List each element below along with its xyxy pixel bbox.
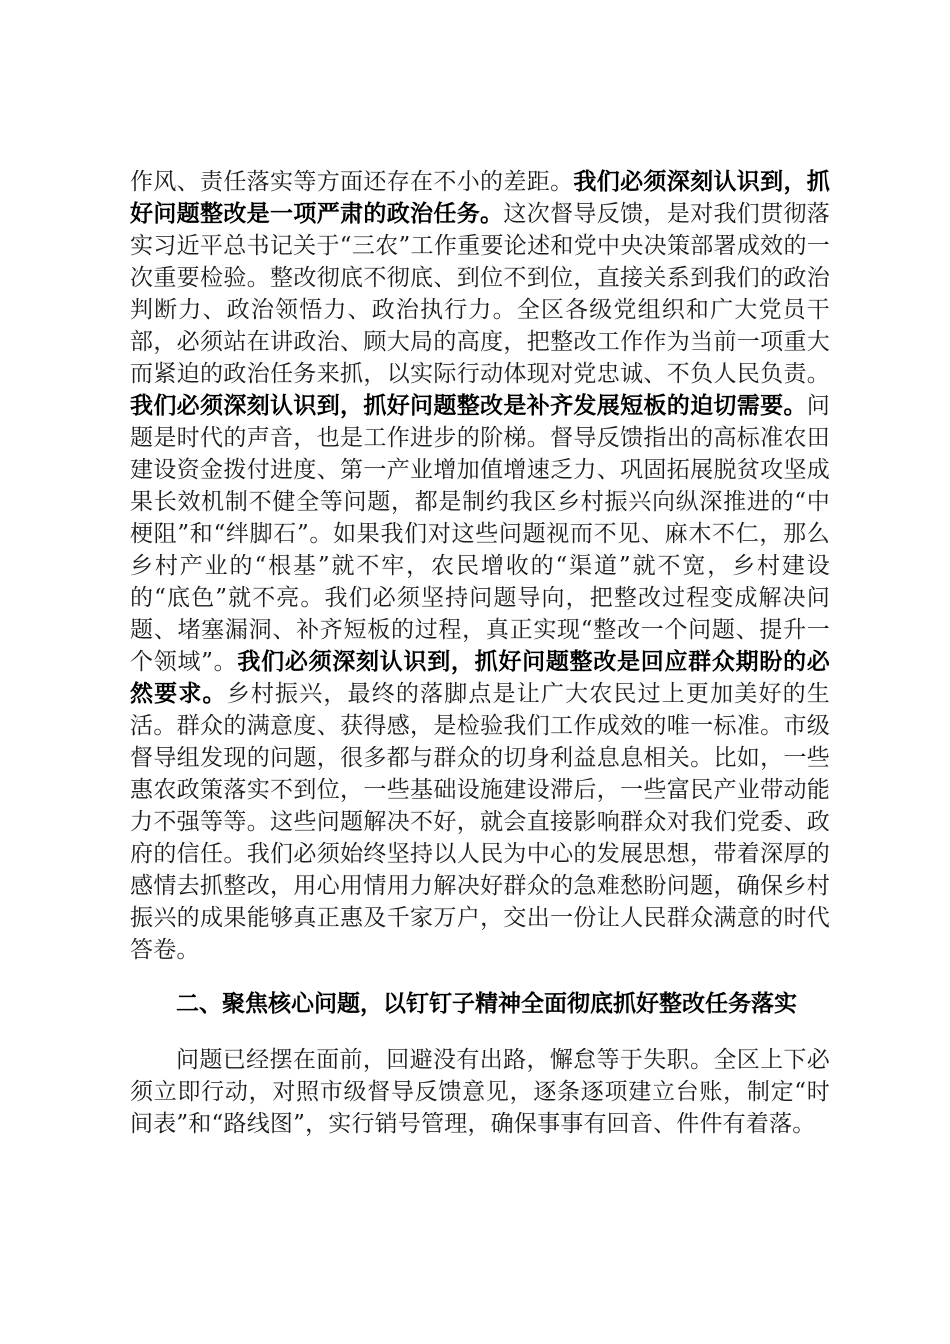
body-paragraph: 问题已经摆在面前，回避没有出路，懈怠等于失职。全区上下必须立即行动，对照市级督导反馈意见，逐条逐项建立台账，制定“时间表”和“路线图”，实行销号管理，确保事事有回音、件件有着落。 (130, 1047, 830, 1137)
paragraph-text: 乡村振兴，最终的落脚点是让广大农民过上更加美好的生活。群众的满意度、获得感，是检验我们工作成效的唯一标准。市级督导组发现的问题，很多都与群众的切身利益息息相关。比如，一些惠农政策落实不到位，一些基础设施建设滞后，一些富民产业带动能力不强等等。这些问题解决不好，就会直接影响群众对我们党委、政府的信任。我们必须始终坚持以人民为中心的发展思想，带着深厚的感情去抓整改，用心用情用力解决好群众的急难愁盼问题，确保乡村振兴的成果能够真正惠及千家万户，交出一份让人民群众满意的时代答卷。 (130, 681, 830, 963)
document-page (130, 166, 830, 1140)
bold-statement: 我们必须深刻认识到，抓好问题整改是补齐发展短板的迫切需要。 (130, 393, 807, 419)
bold-statement: 我们必须深刻认识到，抓好问题整改是一项严肃的政治任务。 (130, 169, 830, 227)
section-heading: 二、聚焦核心问题，以钉钉子精神全面彻底抓好整改任务落实 (176, 991, 797, 1017)
bold-statement: 我们必须深刻认识到，抓好问题整改是回应群众期盼的必然要求。 (130, 649, 830, 707)
paragraph-text: 问题是时代的声音，也是工作进步的阶梯。督导反馈指出的高标准农田建设资金拨付进度、第一产业增加值增速乏力、巩固拓展脱贫攻坚成果长效机制不健全等问题，都是制约我区乡村振兴向纵深推进的“中梗阻”和“绊脚石”。如果我们对这些问题视而不见、麻木不仁，那么乡村产业的“根基”就不牢，农民增收的“渠道”就不宽，乡村建设的“底色”就不亮。我们必须坚持问题导向，把整改过程变成解决问题、堵塞漏洞、补齐短板的过程，真正实现“整改一个问题、提升一个领域”。 (130, 393, 830, 675)
paragraph-text: 作风、责任落实等方面还存在不小的差距。 (130, 169, 574, 195)
paragraph-text: 这次督导反馈，是对我们贯彻落实习近平总书记关于“三农”工作重要论述和党中央决策部署成效的一次重要检验。整改彻底不彻底、到位不到位，直接关系到我们的政治判断力、政治领悟力、政治执行力。全区各级党组织和广大党员干部，必须站在讲政治、顾大局的高度，把整改工作作为当前一项重大而紧迫的政治任务来抓，以实际行动体现对党忠诚、不负人民负责。 (130, 201, 830, 387)
body-paragraph (130, 166, 830, 966)
